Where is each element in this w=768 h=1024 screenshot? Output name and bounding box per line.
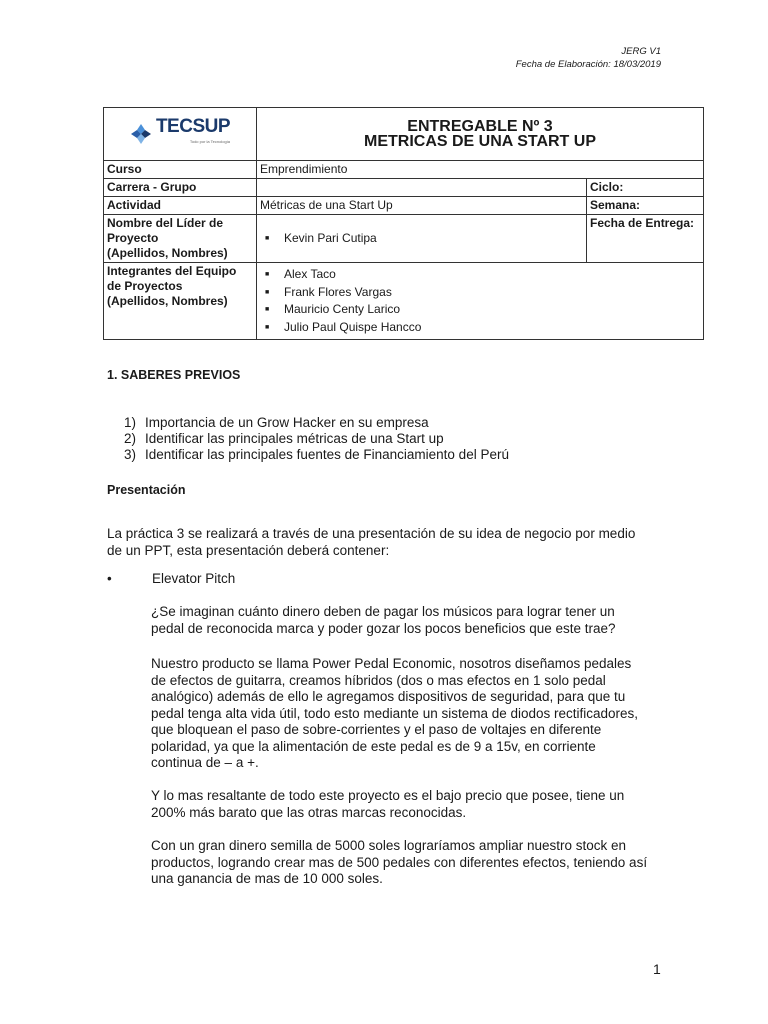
bullet-title: Elevator Pitch [152,571,236,586]
list-text: Identificar las principales fuentes de Financiamiento del Perú [145,447,509,462]
version-label: JERG V1 [621,46,661,57]
bullet-symbol: • [107,571,112,586]
intro-paragraph [107,526,635,559]
title-line-2: METRICAS DE UNA START UP [364,133,596,150]
pitch-paragraph-4 [151,838,647,888]
paragraph-line: pedal tenga alta vida útil, todo esto mediante un sistema de diodos rectificadores, [151,705,639,721]
paragraph-line: una ganancia de mas de 10 000 soles. [151,871,383,886]
team-member-list [260,266,700,336]
lider-label-line: Proyecto [107,231,159,245]
team-member: ■ Julio Paul Quispe Hancco [284,319,700,337]
team-member: ■ Alex Taco [284,266,700,284]
tecsup-logo-icon [130,123,152,145]
logo-cell [104,108,257,161]
elaboration-date: Fecha de Elaboración: 18/03/2019 [515,59,661,70]
list-text: Identificar las principales métricas de una Start up [145,431,444,446]
paragraph-line: 200% más barato que las otras marcas reconocidas. [151,804,467,820]
lider-label-line: Nombre del Líder de [107,216,224,230]
curso-value: Emprendimiento [257,161,704,179]
list-number: 2) [124,431,137,446]
carrera-label: Carrera - Grupo [104,179,257,197]
lider-value-cell [257,215,587,263]
saberes-list [124,415,509,463]
list-text: Importancia de un Grow Hacker en su empresa [145,415,429,430]
list-item [124,415,509,431]
pitch-paragraph-2 [151,656,638,772]
semana-label: Semana: [587,197,704,215]
section-heading-presentacion: Presentación [107,483,186,497]
integrantes-label-line: (Apellidos, Nombres) [107,294,228,308]
list-number: 1) [124,415,137,430]
paragraph-line: pedal de reconocida marca y poder gozar los pocos beneficios que este trae? [151,620,616,636]
logo-wordmark: TECSUP [155,116,231,137]
list-number: 3) [124,447,137,462]
integrantes-label-line: de Proyectos [107,279,183,293]
pitch-paragraph-3 [151,788,624,821]
ciclo-label: Ciclo: [587,179,704,197]
document-header [516,45,661,71]
paragraph-line: de efectos de guitarra, creamos híbridos (dos o mas efectos en 1 solo pedal [151,672,606,688]
integrantes-label [104,263,257,340]
lider-label-line: (Apellidos, Nombres) [107,246,228,260]
pitch-paragraph-1 [151,604,616,637]
paragraph-line: de un PPT, esta presentación deberá contener: [107,542,390,558]
tecsup-logo [130,116,231,149]
list-item [124,431,509,447]
lider-label [104,215,257,263]
paragraph-line: continua de – a +. [151,755,259,770]
curso-label: Curso [104,161,257,179]
team-member: ■ Frank Flores Vargas [284,284,700,302]
elevator-pitch-bullet [107,571,236,586]
carrera-value [257,179,587,197]
paragraph-line: La práctica 3 se realizará a través de una presentación de su idea de negocio por medio [107,526,636,541]
lider-list [260,230,583,248]
actividad-value: Métricas de una Start Up [257,197,587,215]
team-member: ■ Mauricio Centy Larico [284,301,700,319]
deliverable-info-table [103,107,704,340]
paragraph-line: que bloquean el paso de sobre-corrientes y el paso de voltajes en diferente [151,722,602,737]
section-heading-saberes: 1. SABERES PREVIOS [107,368,241,382]
paragraph-line: polaridad, ya que la alimentación de este pedal es de 9 a 15v, en corriente [151,738,596,754]
paragraph-line: Con un gran dinero semilla de 5000 soles lograríamos ampliar nuestro stock en [151,838,627,853]
integrantes-value-cell [257,263,704,340]
page-number: 1 [653,961,661,977]
fecha-entrega-label: Fecha de Entrega: [587,215,704,263]
logo-tagline: Todo por la Tecnología [189,139,231,144]
paragraph-line: analógico) además de ello le agregamos dispositivos de seguridad, para que tu [151,689,626,704]
actividad-label: Actividad [104,197,257,215]
list-item [124,447,509,463]
paragraph-line: ¿Se imaginan cuánto dinero deben de pagar los músicos para lograr tener un [151,604,615,619]
paragraph-line: Nuestro producto se llama Power Pedal Economic, nosotros diseñamos pedales [151,656,632,671]
title-line-1: ENTREGABLE Nº 3 [407,118,553,135]
paragraph-line: Y lo mas resaltante de todo este proyecto es el bajo precio que posee, tiene un [151,788,625,803]
integrantes-label-line: Integrantes del Equipo [107,264,237,278]
document-title [257,108,704,161]
lider-name: ■ Kevin Pari Cutipa [284,230,583,248]
paragraph-line: productos, logrando crear mas de 500 pedales con diferentes efectos, teniendo así [151,854,648,870]
